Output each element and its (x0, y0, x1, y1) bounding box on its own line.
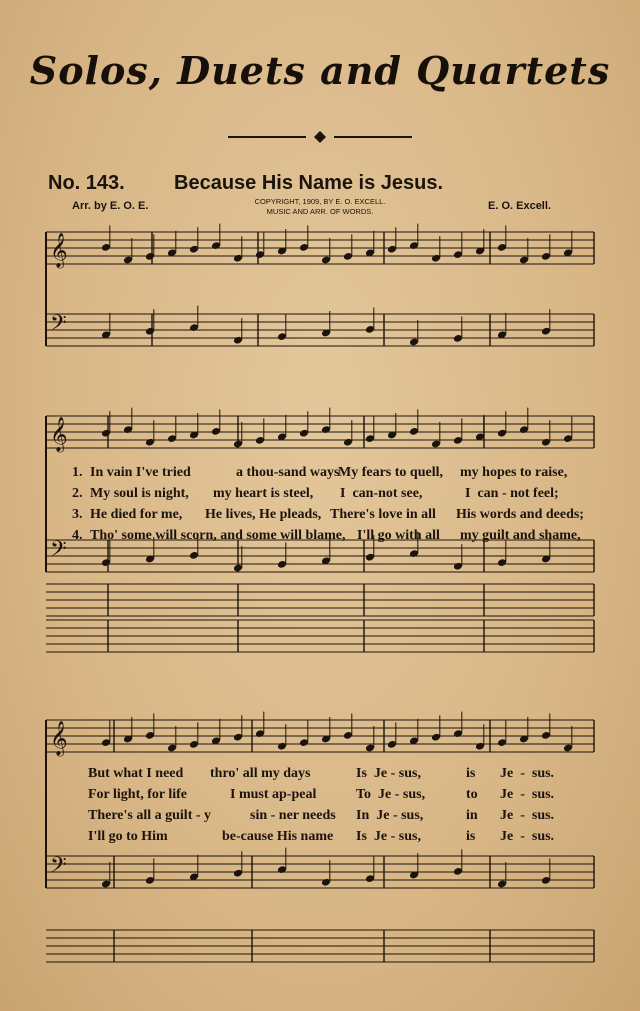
lyric-phrase: Je - sus. (500, 787, 555, 802)
lyric-phrase: Je - sus. (500, 829, 555, 844)
lyric-phrase: thro' all my days (210, 766, 311, 781)
lyric-phrase: He died for me, (90, 507, 183, 522)
lyric-phrase: I must ap-peal (230, 787, 317, 802)
verse-number: 1. (72, 465, 83, 480)
verse-line (0, 465, 640, 483)
bass-clef: 𝄢 (50, 311, 67, 341)
lyric-phrase: To Je - sus, (356, 787, 426, 802)
lyric-phrase: I can-not see, (340, 486, 423, 501)
refrain-line (0, 829, 640, 847)
lyric-phrase: in (466, 808, 478, 823)
verse-line (0, 507, 640, 525)
lyric-phrase: He lives, He pleads, (205, 507, 322, 522)
lyric-phrase: is (466, 829, 476, 844)
lyric-phrase: In Je - sus, (356, 808, 424, 823)
refrain-line (0, 787, 640, 805)
lyric-phrase: Je - sus. (500, 808, 555, 823)
lyric-phrase: But what I need (88, 766, 184, 781)
verse-number: 4. (72, 528, 83, 543)
refrain-line (0, 808, 640, 826)
lyric-phrase: is (466, 766, 476, 781)
lyric-phrase: be-cause His name (222, 829, 334, 844)
lyric-phrase: Is Je - sus, (356, 829, 421, 844)
lyric-phrase: My fears to quell, (338, 465, 443, 480)
lyric-phrase: I can - not feel; (465, 486, 559, 501)
treble-clef: 𝄞 (50, 721, 68, 756)
lyric-phrase: Je - sus. (500, 766, 555, 781)
treble-clef: 𝄞 (50, 417, 68, 452)
lyric-phrase: my heart is steel, (213, 486, 314, 501)
lyric-phrase: In vain I've tried (90, 465, 191, 480)
lyric-phrase: There's love in all (330, 507, 436, 522)
lyric-phrase: my hopes to raise, (460, 465, 568, 480)
bass-clef: 𝄢 (50, 537, 67, 567)
bass-clef: 𝄢 (50, 853, 67, 883)
copyright-line: MUSIC AND ARR. OF WORDS. (266, 207, 374, 216)
lyric-phrase: My soul is night, (90, 486, 189, 501)
book-section-title: Solos, Duets and Quartets (29, 48, 611, 93)
verse-line (0, 486, 640, 504)
lyric-phrase: I'll go with all (357, 528, 440, 543)
verse-number: 3. (72, 507, 83, 522)
lyric-phrase: Is Je - sus, (356, 766, 421, 781)
lyric-phrase: my guilt and shame, (460, 528, 581, 543)
hymn-number: No. 143. (48, 172, 125, 194)
lyric-phrase: His words and deeds; (456, 507, 584, 522)
treble-clef: 𝄞 (50, 233, 68, 268)
lyric-phrase: a thou-sand ways (236, 465, 340, 480)
lyric-phrase: There's all a guilt - y (88, 808, 212, 823)
lyric-phrase: For light, for life (88, 787, 188, 802)
lyric-phrase: sin - ner needs (250, 808, 336, 823)
hymn-title: Because His Name is Jesus. (174, 172, 444, 194)
composer-credit: E. O. Excell. (488, 200, 551, 212)
arranger-credit: Arr. by E. O. E. (72, 200, 149, 212)
verse-line (0, 528, 640, 546)
lyric-phrase: Tho' some will scorn, and some will blame, (90, 528, 346, 543)
lyric-phrase: to (466, 787, 478, 802)
verse-number: 2. (72, 486, 83, 501)
refrain-line (0, 766, 640, 784)
copyright-line: COPYRIGHT, 1909, BY E. O. EXCELL. (254, 197, 386, 206)
lyric-phrase: I'll go to Him (88, 829, 168, 844)
